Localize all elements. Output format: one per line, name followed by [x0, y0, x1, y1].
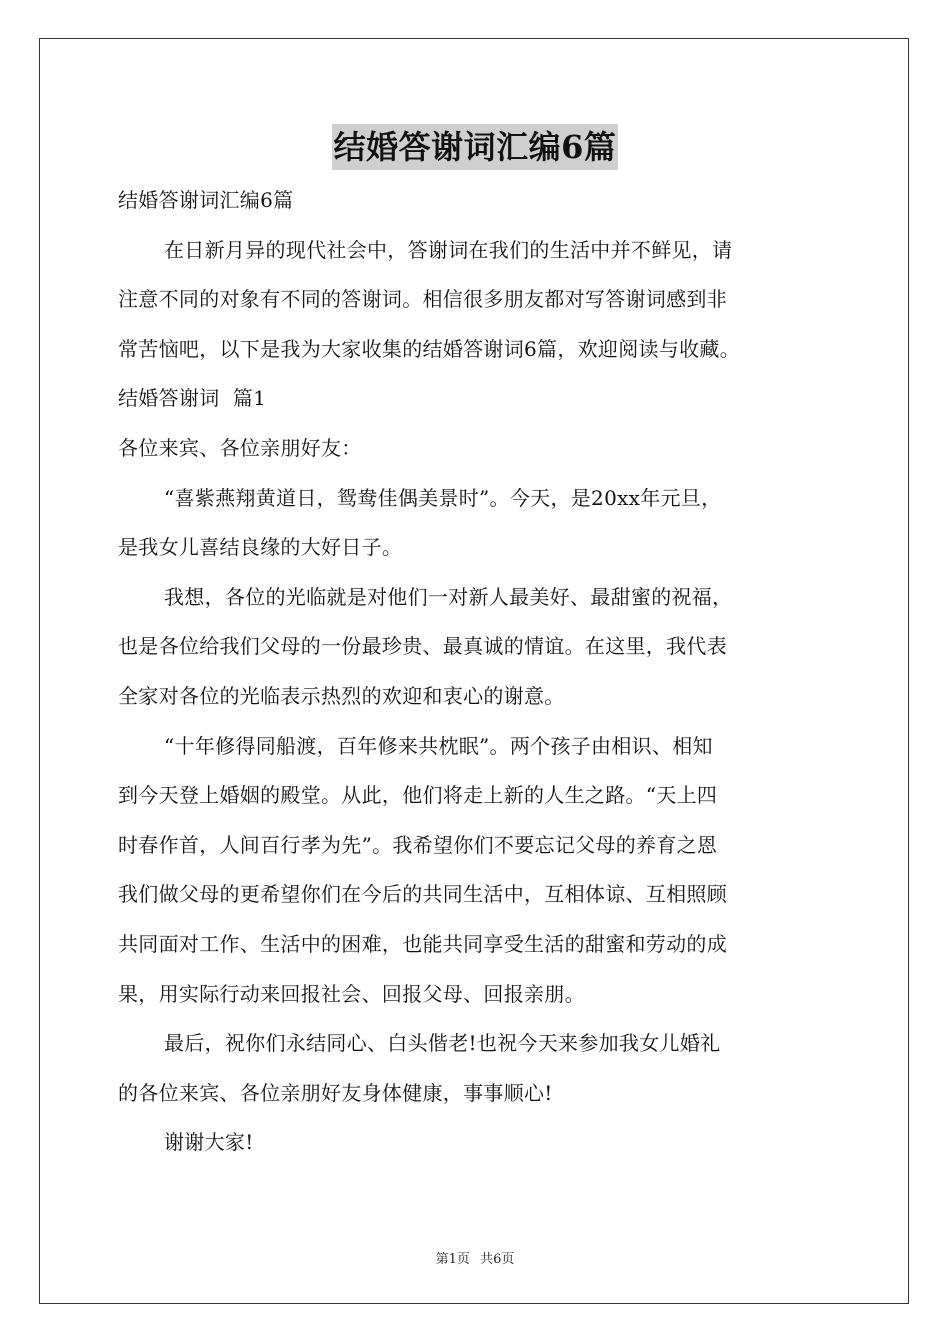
- document-body: [118, 176, 838, 1168]
- paragraph-line: 最后，祝你们永结同心、白头偕老!也祝今天来参加我女儿婚礼: [164, 1031, 721, 1056]
- section-heading: 结婚答谢词 篇1: [118, 386, 267, 411]
- salutation-line: 各位来宾、各位亲朋好友：: [118, 435, 362, 460]
- page-number: 第1页: [435, 1252, 470, 1267]
- title-container: [0, 124, 950, 170]
- paragraph-line: 常苦恼吧，以下是我为大家收集的结婚答谢词6篇，欢迎阅读与收藏。: [118, 336, 741, 361]
- paragraph-line: 时春作首，人间百行孝为先”。我希望你们不要忘记父母的养育之恩: [118, 832, 718, 857]
- paragraph-line: 我想，各位的光临就是对他们一对新人最美好、最甜蜜的祝福，: [164, 584, 733, 609]
- page-total: 共6页: [480, 1252, 515, 1267]
- page-footer: [0, 1248, 950, 1267]
- paragraph-line: 是我女儿喜结良缘的大好日子。: [118, 535, 403, 560]
- paragraph-line: 全家对各位的光临表示热烈的欢迎和衷心的谢意。: [118, 683, 565, 708]
- closing-line: 谢谢大家!: [164, 1130, 254, 1155]
- document-title: 结婚答谢词汇编6篇: [332, 124, 619, 170]
- paragraph-line: 共同面对工作、生活中的困难，也能共同享受生活的甜蜜和劳动的成: [118, 931, 727, 956]
- paragraph-line: “十年修得同船渡，百年修来共枕眠”。两个孩子由相识、相知: [164, 733, 713, 758]
- paragraph-line: 我们做父母的更希望你们在今后的共同生活中，互相体谅、互相照顾: [118, 882, 727, 907]
- paragraph-line: “喜紫燕翔黄道日，鸳鸯佳偶美景时”。今天，是20xx年元旦，: [164, 485, 722, 510]
- paragraph-line: 在日新月异的现代社会中，答谢词在我们的生活中并不鲜见，请: [164, 237, 733, 262]
- subtitle-line: 结婚答谢词汇编6篇: [118, 188, 294, 212]
- paragraph-line: 的各位来宾、各位亲朋好友身体健康，事事顺心!: [118, 1080, 553, 1105]
- paragraph-line: 也是各位给我们父母的一份最珍贵、最真诚的情谊。在这里，我代表: [118, 634, 727, 659]
- paragraph-line: 注意不同的对象有不同的答谢词。相信很多朋友都对写答谢词感到非: [118, 287, 727, 312]
- paragraph-line: 果，用实际行动来回报社会、回报父母、回报亲朋。: [118, 981, 585, 1006]
- paragraph-line: 到今天登上婚姻的殿堂。从此，他们将走上新的人生之路。“天上四: [118, 783, 718, 808]
